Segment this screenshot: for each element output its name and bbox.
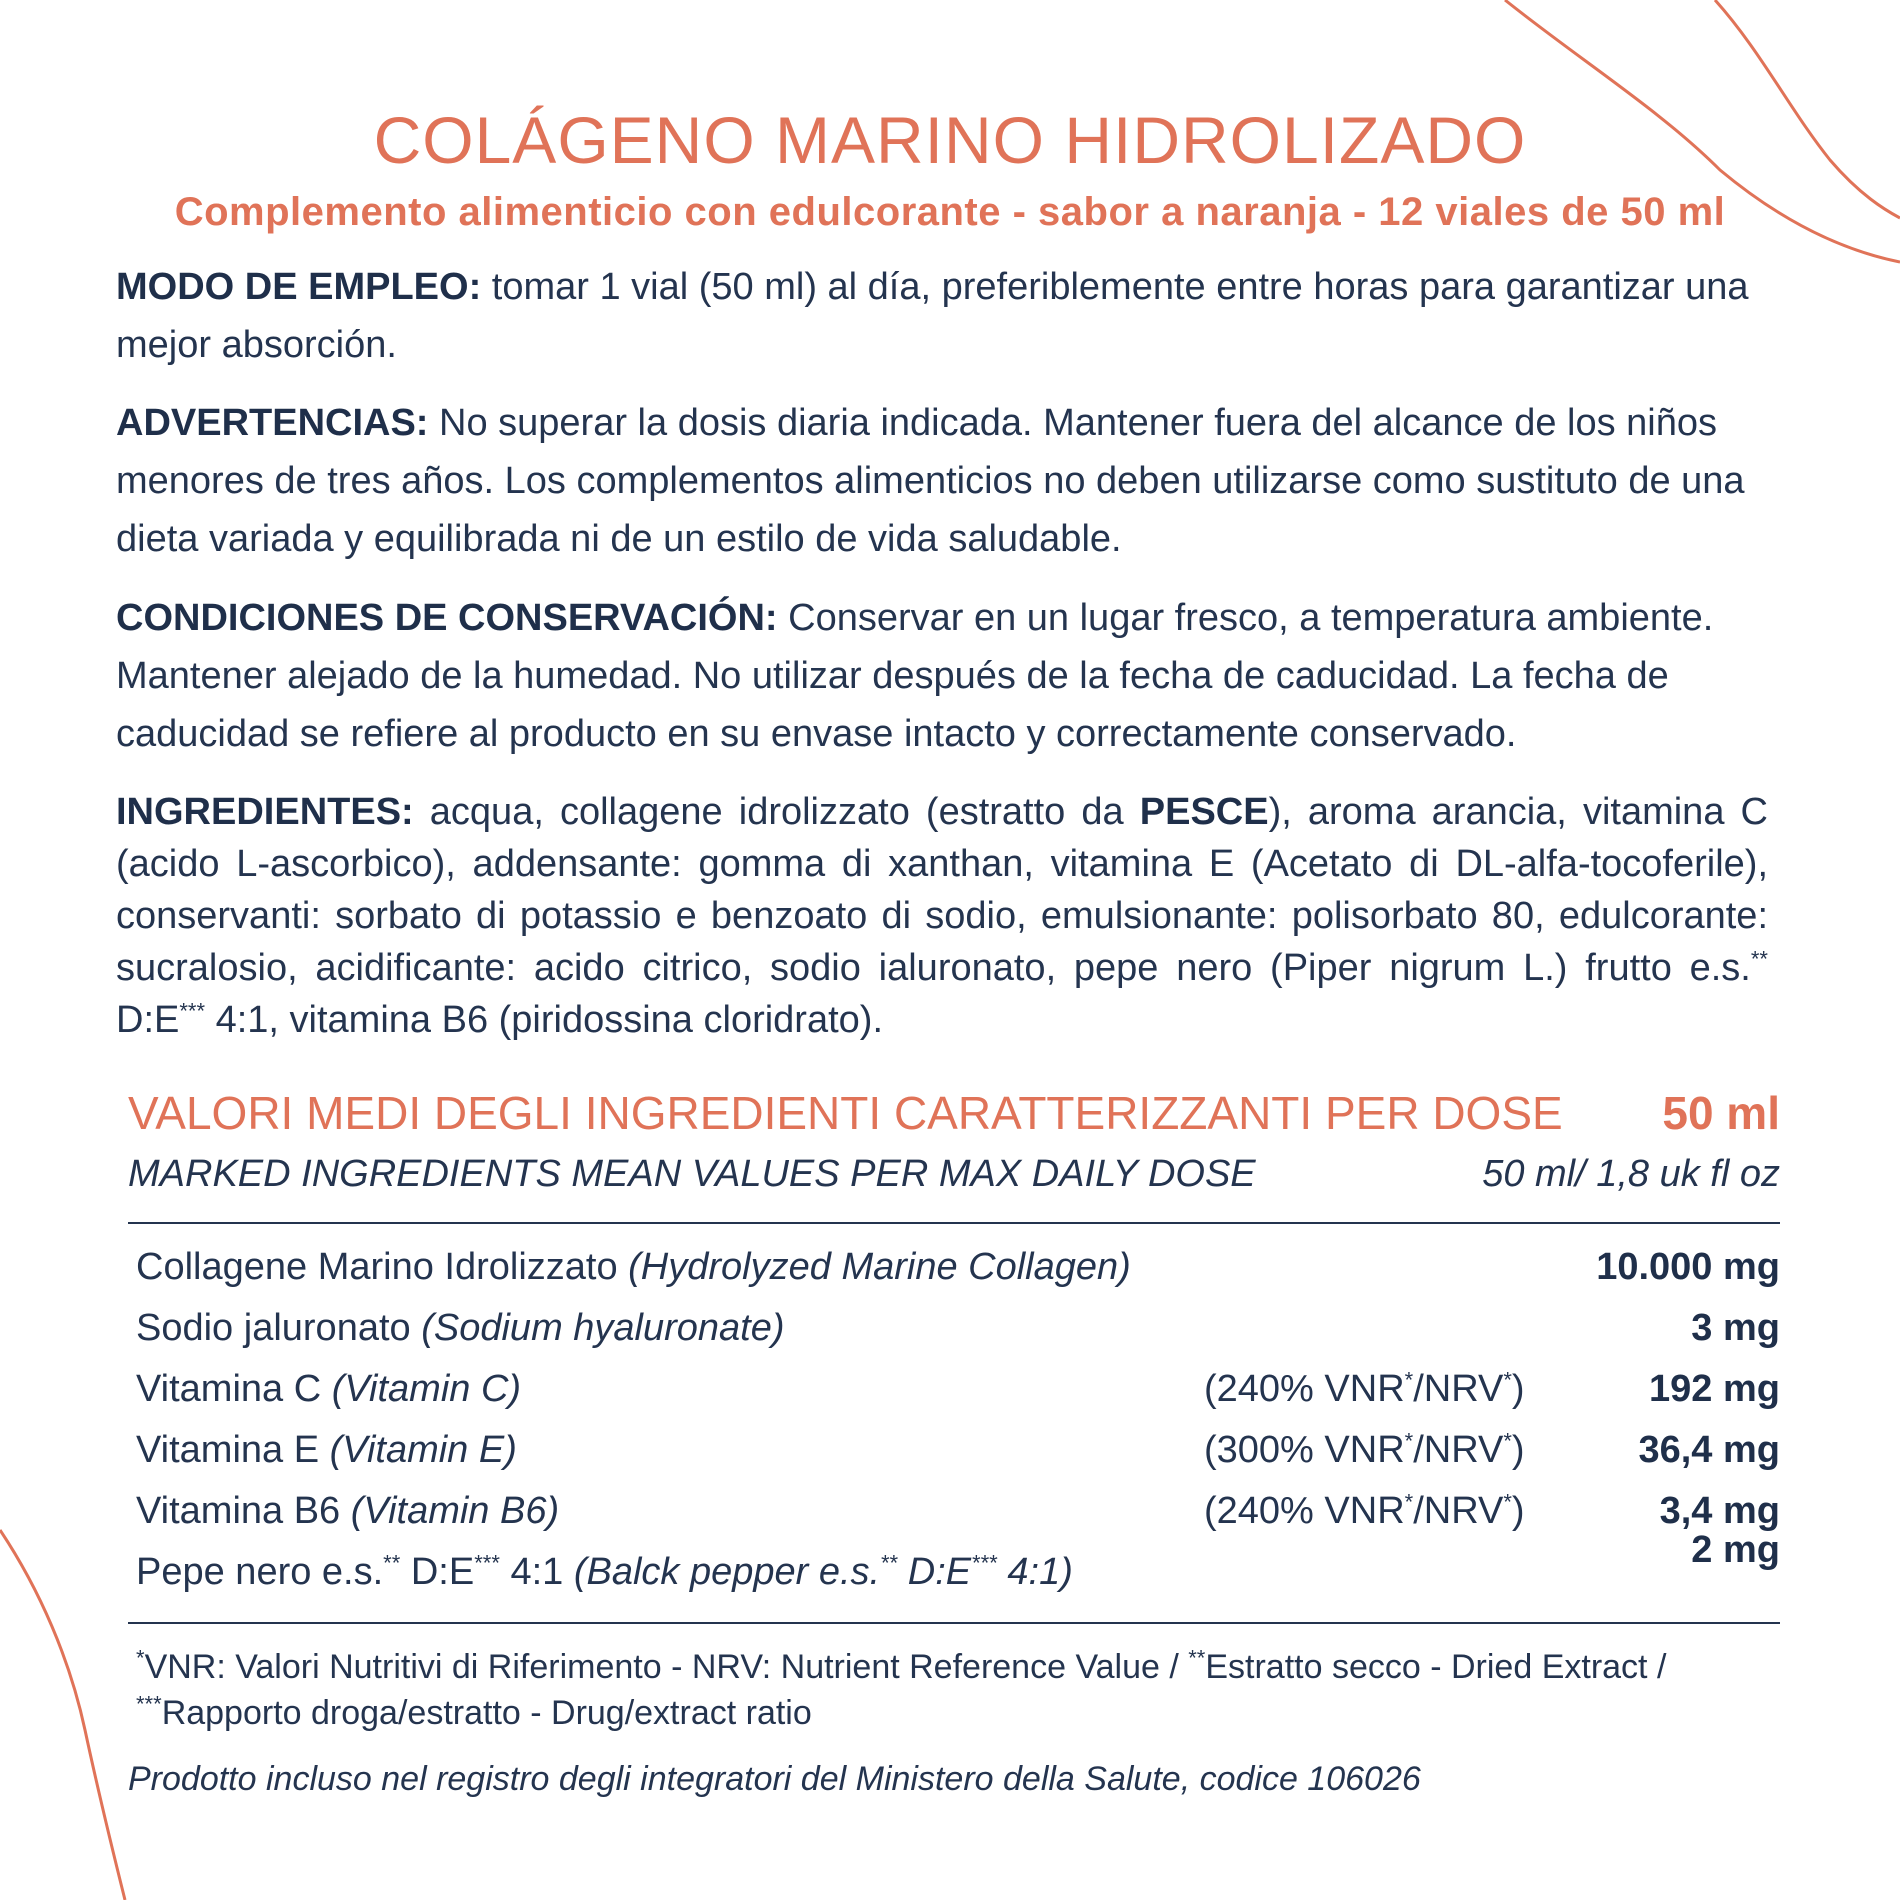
row-name: [136, 1420, 517, 1480]
values-header: [128, 1083, 1780, 1143]
vnr-pre: (300% VNR: [1204, 1429, 1405, 1471]
row-amount: 10.000 mg: [1596, 1246, 1780, 1288]
vnr-post: ): [1511, 1368, 1525, 1410]
row-vnr: [1204, 1420, 1525, 1480]
row-name-it: Collagene Marino Idrolizzato: [136, 1246, 629, 1288]
usage-section: [116, 258, 1766, 374]
footnote-text-2: Estratto secco - Dried Extract /: [1205, 1648, 1667, 1686]
values-header-title: VALORI MEDI DEGLI INGREDIENTI CARATTERIZZANTI PER DOSE: [128, 1087, 1563, 1139]
row-amount: 36,4 mg: [1638, 1429, 1780, 1471]
table-row: [136, 1420, 1780, 1481]
footnote-text-1: VNR: Valori Nutritivi di Riferimento - NRV: Nutrient Reference Value /: [144, 1648, 1189, 1686]
pepper-a: Pepe nero e.s.: [136, 1551, 384, 1593]
row-name: [136, 1359, 521, 1419]
vnr-sup: *: [1503, 1428, 1512, 1454]
pepper-c: 4:1: [499, 1551, 574, 1593]
pepper-sup: ***: [971, 1550, 997, 1576]
footnote-text-3: Rapporto droga/estratto - Drug/extract ratio: [161, 1694, 812, 1732]
storage-section: [116, 589, 1766, 763]
registry-note: Prodotto incluso nel registro degli integratori del Ministero della Salute, codice 106026: [128, 1760, 1421, 1798]
row-name: [136, 1542, 1073, 1602]
vnr-mid: /NRV: [1413, 1429, 1504, 1471]
values-header-en-dose: 50 ml/ 1,8 uk fl oz: [1482, 1153, 1780, 1195]
pepper-sup: **: [383, 1550, 401, 1576]
usage-label: MODO DE EMPLEO:: [116, 266, 482, 308]
values-header-en: [128, 1146, 1780, 1202]
pepper-en-b: D:E: [897, 1551, 972, 1593]
table-row: [136, 1237, 1780, 1298]
pepper-en-a: (Balck pepper e.s.: [573, 1551, 881, 1593]
values-header-dose: 50 ml: [1662, 1087, 1780, 1139]
row-amount: 192 mg: [1649, 1368, 1780, 1410]
warnings-section: [116, 394, 1766, 568]
footnote: [136, 1644, 1780, 1736]
storage-text: Conservar en un lugar fresco, a temperatura ambiente. Mantener alejado de la humedad. No utilizar después de la fecha de caducidad. La fecha de caducidad se refiere al producto en su envase intacto y correctamente conservado.: [116, 597, 1714, 755]
pepper-sup: **: [880, 1550, 898, 1576]
storage-label: CONDICIONES DE CONSERVACIÓN:: [116, 597, 778, 639]
allergen-fish: PESCE: [1139, 791, 1269, 833]
ingredients-sup-2: ***: [179, 998, 206, 1024]
vnr-mid: /NRV: [1413, 1490, 1504, 1532]
pepper-sup: ***: [474, 1550, 500, 1576]
ingredients-text-3: D:E: [116, 999, 180, 1041]
bottom-left-curve: [0, 1530, 125, 1900]
ingredients-section: [116, 786, 1768, 1046]
footnote-sup: ***: [136, 1691, 162, 1717]
row-amount: 3,4 mg: [1659, 1490, 1780, 1532]
table-row: [136, 1529, 1780, 1603]
ingredients-text-1: acqua, collagene idrolizzato (estratto da: [413, 791, 1140, 833]
pepper-en: [574, 1551, 1073, 1593]
vnr-post: ): [1511, 1429, 1525, 1471]
product-title: COLÁGENO MARINO HIDROLIZADO: [373, 103, 1527, 177]
vnr-post: ): [1511, 1490, 1525, 1532]
pepper-en-c: 4:1): [996, 1551, 1073, 1593]
row-name-en: (Vitamin C): [331, 1368, 522, 1410]
values-header-en-title: MARKED INGREDIENTS MEAN VALUES PER MAX DAILY DOSE: [128, 1153, 1256, 1195]
row-name-en: (Vitamin E): [329, 1429, 517, 1471]
row-vnr: [1204, 1359, 1525, 1419]
vnr-pre: (240% VNR: [1204, 1490, 1405, 1532]
table-top-divider: [128, 1222, 1780, 1224]
ingredients-text-4: 4:1, vitamina B6 (piridossina cloridrato).: [205, 999, 883, 1041]
warnings-text: No superar la dosis diaria indicada. Mantener fuera del alcance de los niños menores de tres años. Los complementos alimenticios no deben utilizarse como sustituto de una dieta variada y equilibrada ni de un estilo de vida saludable.: [116, 402, 1745, 560]
row-name-en: (Vitamin B6): [350, 1490, 560, 1532]
pepper-b: D:E: [400, 1551, 475, 1593]
footnote-sup: *: [136, 1645, 145, 1671]
row-name: [136, 1237, 1131, 1297]
table-row: [136, 1359, 1780, 1420]
ingredients-label: INGREDIENTES:: [116, 791, 414, 833]
table-row: [136, 1298, 1780, 1359]
vnr-pre: (240% VNR: [1204, 1368, 1405, 1410]
row-vnr: [1204, 1481, 1525, 1541]
ingredients-text-2: ), aroma arancia, vitamina C (acido L-ascorbico), addensante: gomma di xanthan, vitamina E (Acetato di DL-alfa-tocoferile), conservanti: sorbato di potassio e benzoato di sodio, emulsionante: polisorbato 80, edulcorante: sucralosio, acidificante: acido citrico, sodio ialuronato, pepe nero (Piper nigrum L.) frutto e.s.: [116, 791, 1768, 989]
table-bottom-divider: [128, 1622, 1780, 1624]
usage-text: tomar 1 vial (50 ml) al día, preferiblemente entre horas para garantizar una mejor absorción.: [116, 266, 1749, 366]
vnr-sup: *: [1404, 1489, 1414, 1515]
row-name: [136, 1481, 559, 1541]
table-row: [136, 1481, 1780, 1542]
vnr-sup: *: [1503, 1489, 1512, 1515]
row-name: [136, 1298, 785, 1358]
nutrition-table: [136, 1237, 1780, 1603]
row-name-en: (Sodium hyaluronate): [421, 1307, 785, 1349]
row-amount: 2 mg: [1691, 1529, 1780, 1571]
row-name-it: Sodio jaluronato: [136, 1307, 422, 1349]
vnr-sup: *: [1404, 1367, 1414, 1393]
vnr-mid: /NRV: [1413, 1368, 1504, 1410]
row-name-it: Vitamina B6: [136, 1490, 351, 1532]
row-name-en: (Hydrolyzed Marine Collagen): [628, 1246, 1131, 1288]
warnings-label: ADVERTENCIAS:: [116, 402, 429, 444]
row-amount: 3 mg: [1691, 1307, 1780, 1349]
vnr-sup: *: [1503, 1367, 1512, 1393]
product-subtitle: Complemento alimenticio con edulcorante - sabor a naranja - 12 viales de 50 ml: [174, 190, 1726, 234]
ingredients-sup-1: **: [1750, 946, 1768, 972]
row-name-it: Vitamina C: [136, 1368, 332, 1410]
vnr-sup: *: [1404, 1428, 1414, 1454]
row-name-it: Vitamina E: [136, 1429, 330, 1471]
footnote-sup: **: [1188, 1645, 1206, 1671]
